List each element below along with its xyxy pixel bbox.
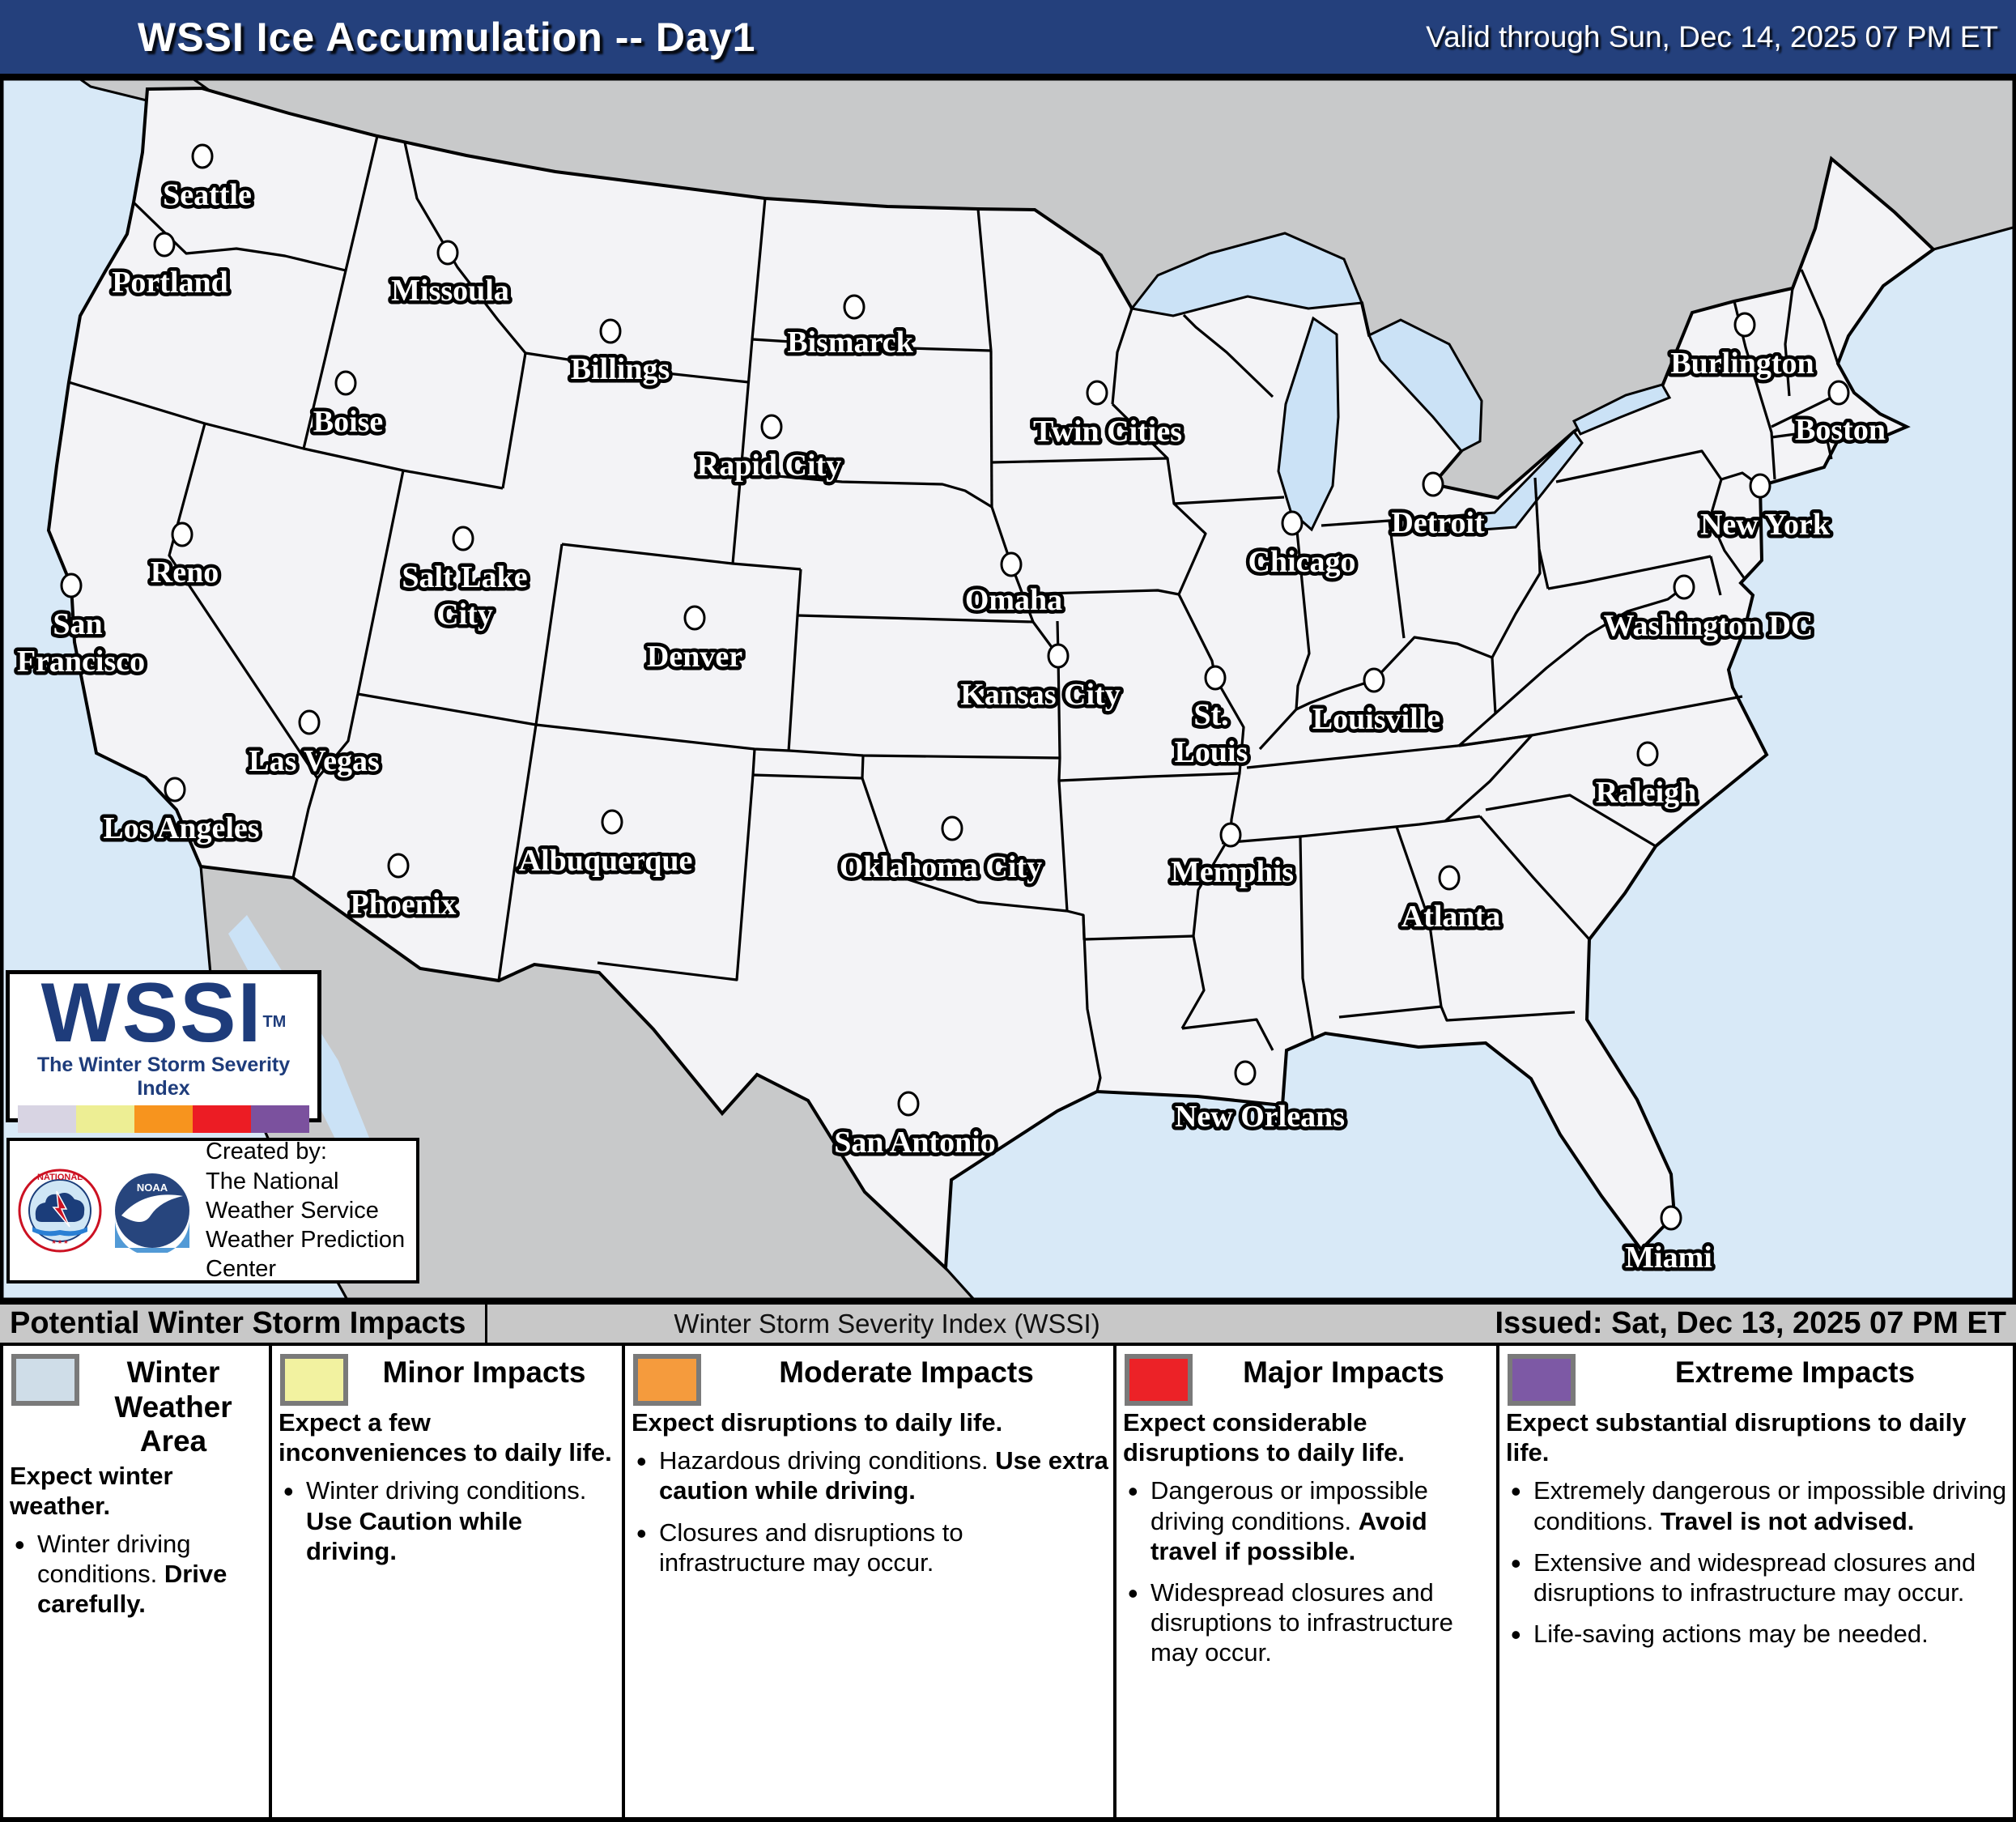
city-label: San Antonio	[834, 1126, 996, 1160]
city-label: Reno	[150, 556, 219, 590]
scale-segment	[134, 1105, 193, 1133]
legend-intro: Expect a few inconveniences to daily life.	[279, 1408, 612, 1467]
legend-intro: Expect substantial disruptions to daily life.	[1506, 1408, 1967, 1467]
legend-col-major	[1116, 1346, 1499, 1817]
wssi-logo-text: WSSI	[40, 966, 263, 1060]
city-label: Salt Lake	[402, 560, 528, 594]
city-label: Raleigh	[1595, 776, 1697, 810]
city-label: Omaha	[964, 583, 1063, 617]
city-marker	[1221, 824, 1240, 846]
status-bar-title: Potential Winter Storm Impacts	[10, 1306, 466, 1340]
legend-intro: Expect considerable disruptions to daily life.	[1123, 1408, 1405, 1467]
legend-intro: Expect winter weather.	[10, 1461, 173, 1520]
legend-bullet: • Hazardous driving conditions. Use extra caution while driving.	[632, 1445, 1110, 1505]
page-title: WSSI Ice Accumulation -- Day1	[138, 14, 756, 60]
city-marker	[844, 296, 864, 318]
legend-col-moderate	[625, 1346, 1116, 1817]
status-bar-divider	[485, 1305, 487, 1343]
extreme-impacts-swatch	[1508, 1354, 1576, 1406]
city-label: Phoenix	[350, 888, 457, 922]
svg-text:NOAA: NOAA	[136, 1181, 168, 1194]
noaa-seal-icon	[110, 1169, 194, 1253]
created-by-line2: The National Weather Service	[206, 1168, 379, 1224]
legend-bullets	[1506, 1475, 2013, 1649]
legend-bullet: • Extensive and widespread closures and disruptions to infrastructure may occur.	[1506, 1547, 2013, 1607]
city-label: Louis	[1174, 735, 1248, 769]
created-by-box	[6, 1138, 419, 1283]
city-marker	[300, 711, 319, 734]
city-label: Louisville	[1312, 702, 1441, 736]
wssi-logo-box	[6, 966, 321, 1122]
city-marker	[1440, 866, 1459, 889]
city-marker	[193, 145, 212, 168]
city-label: Detroit	[1391, 506, 1485, 540]
impact-legend	[0, 1346, 2016, 1822]
city-marker	[1674, 576, 1694, 598]
major-impacts-swatch	[1125, 1354, 1193, 1406]
legend-col-minor	[272, 1346, 625, 1817]
city-marker	[1735, 313, 1754, 336]
city-marker	[942, 817, 962, 840]
wssi-logo-subtitle: The Winter Storm Severity Index	[36, 1054, 291, 1100]
city-label: Seattle	[163, 178, 252, 212]
legend-intro: Expect disruptions to daily life.	[632, 1408, 1003, 1437]
status-bar	[0, 1301, 2016, 1346]
city-label: Atlanta	[1401, 900, 1501, 934]
city-marker	[389, 854, 408, 877]
city-marker	[1236, 1062, 1255, 1084]
city-label: City	[436, 598, 493, 632]
city-marker	[762, 415, 781, 438]
city-marker	[1661, 1207, 1681, 1229]
legend-col-extreme	[1499, 1346, 2016, 1817]
city-label: Washington DC	[1603, 609, 1814, 643]
legend-bullets	[632, 1445, 1110, 1577]
city-marker	[165, 778, 185, 801]
status-bar-subtitle: Winter Storm Severity Index (WSSI)	[674, 1308, 1100, 1339]
svg-text:* * *: * * *	[52, 1239, 68, 1249]
city-marker	[1048, 645, 1068, 667]
city-marker	[1364, 669, 1384, 692]
city-label: Denver	[646, 640, 743, 674]
city-label: Bismarck	[787, 326, 913, 360]
city-marker	[453, 527, 473, 550]
city-label: Missoula	[391, 274, 509, 308]
legend-title: Extreme Impacts	[1674, 1356, 1916, 1389]
city-marker	[1206, 666, 1225, 689]
city-label: Boise	[313, 405, 384, 439]
city-label: New York	[1699, 508, 1831, 542]
city-label: Kansas City	[960, 678, 1121, 712]
legend-bullet: • Extremely dangerous or impossible driving conditions. Travel is not advised.	[1506, 1475, 2013, 1535]
legend-title: Winter Weather Area	[114, 1356, 232, 1458]
legend-bullets	[279, 1475, 619, 1566]
legend-title: Major Impacts	[1243, 1356, 1444, 1389]
legend-bullet: • Dangerous or impossible driving conditions. Avoid travel if possible.	[1123, 1475, 1493, 1566]
city-marker	[1638, 743, 1657, 765]
city-label: Francisco	[16, 645, 146, 679]
minor-impacts-swatch	[280, 1354, 348, 1406]
legend-bullets	[1123, 1475, 1493, 1667]
scale-segment	[193, 1105, 251, 1133]
city-marker	[1829, 381, 1848, 404]
city-label: Las Vegas	[249, 744, 380, 778]
moderate-impacts-swatch	[633, 1354, 701, 1406]
city-label: San	[53, 607, 103, 641]
valid-through-text: Valid through Sun, Dec 14, 2025 07 PM ET	[1426, 19, 1998, 53]
legend-bullet: • Winter driving conditions. Use Caution while driving.	[279, 1475, 619, 1566]
city-marker	[1282, 512, 1302, 534]
legend-bullet: • Closures and disruptions to infrastructure may occur.	[632, 1518, 1110, 1577]
city-marker	[899, 1092, 918, 1115]
scale-segment	[251, 1105, 309, 1133]
city-label: St.	[1193, 698, 1229, 732]
winter-weather-swatch	[11, 1354, 79, 1406]
city-marker	[155, 233, 174, 256]
city-label: Portland	[112, 266, 228, 300]
legend-title: Minor Impacts	[382, 1356, 586, 1389]
legend-title: Moderate Impacts	[779, 1356, 1034, 1389]
legend-bullets	[10, 1529, 266, 1620]
city-marker	[685, 607, 704, 629]
wssi-color-scale	[18, 1105, 309, 1133]
created-by-line3: Weather Prediction Center	[206, 1227, 406, 1283]
legend-bullet: • Winter driving conditions. Drive carefully.	[10, 1529, 266, 1620]
city-label: Albuquerque	[518, 844, 693, 878]
conus-map	[0, 77, 2016, 1301]
city-label: Miami	[1625, 1241, 1712, 1275]
legend-bullet: • Life-saving actions may be needed.	[1506, 1619, 2013, 1649]
scale-segment	[18, 1105, 76, 1133]
city-label: Oklahoma City	[839, 850, 1043, 884]
issued-text: Issued: Sat, Dec 13, 2025 07 PM ET	[1495, 1306, 2006, 1340]
scale-segment	[76, 1105, 134, 1133]
city-marker	[336, 372, 355, 394]
city-marker	[1750, 475, 1770, 497]
city-marker	[438, 241, 457, 264]
city-marker	[601, 320, 620, 343]
city-marker	[172, 523, 192, 546]
city-label: New Orleans	[1174, 1100, 1346, 1134]
city-label: Boston	[1795, 413, 1886, 447]
legend-bullet: • Widespread closures and disruptions to infrastructure may occur.	[1123, 1577, 1493, 1668]
city-marker	[1423, 473, 1443, 496]
city-marker	[602, 811, 622, 833]
city-label: Billings	[570, 352, 670, 386]
city-marker	[1087, 381, 1107, 404]
trademark-text: TM	[262, 1013, 287, 1031]
svg-text:NATIONAL: NATIONAL	[36, 1173, 83, 1182]
city-label: Chicago	[1248, 545, 1356, 579]
city-label: Los Angeles	[103, 811, 260, 845]
city-label: Burlington	[1670, 347, 1814, 381]
city-marker	[62, 574, 81, 597]
city-label: Memphis	[1171, 855, 1294, 889]
city-label: Twin Cities	[1032, 415, 1183, 449]
city-marker	[1002, 553, 1021, 576]
legend-col-winter-weather	[3, 1346, 272, 1817]
header-bar	[0, 0, 2016, 77]
nws-seal-icon	[18, 1169, 102, 1253]
created-by-line1: Created by:	[206, 1139, 327, 1165]
city-label: Rapid City	[696, 449, 842, 483]
